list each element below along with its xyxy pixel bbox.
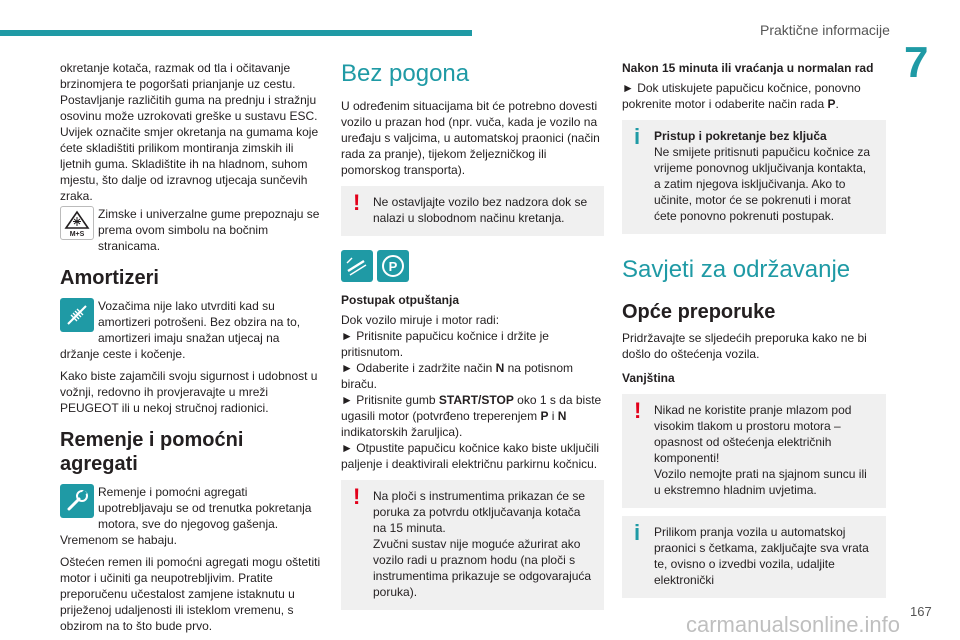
step-3: ► Pritisnite gumb START/STOP oko 1 s da biste ugasili motor (potvrđeno treperenjem P i N indikatorskih žaruljica). [341, 393, 602, 439]
shock-absorber-icon [60, 298, 94, 332]
info-1-text: Ne smijete pritisnuti papučicu kočnice za vrijeme ponovnog uključivanja kontakta, a zatim njegova isključivanja. Ako to učinite, motor će se pokrenuti i morat ćete ponovno pokrenuti postupak. [654, 145, 871, 223]
watermark: carmanualsonline.info [686, 612, 901, 637]
warning-3-text-b: Vozilo nemojte prati na sjajnom suncu ili u ekstremno hladnim uvjetima. [654, 467, 867, 497]
chapter-number: 7 [904, 38, 929, 87]
heading-postupak: Postupak otpuštanja [341, 293, 460, 307]
nakon-text: ► Dok utiskujete papučicu kočnice, ponovno pokrenite motor i odaberite način rada P. [622, 81, 861, 111]
p-label: P [388, 259, 398, 274]
tires-symbol-block [60, 206, 322, 254]
warning-note-1 [341, 186, 604, 236]
heading-nakon: Nakon 15 minuta ili vraćanja u normalan rad [622, 61, 874, 75]
warning-2-text: Na ploči s instrumentima prikazan će se poruka za potvrdu otključavanja kotača na 15 minuta. [373, 489, 586, 535]
snowflake-mountain-icon [60, 206, 94, 240]
column-2 [341, 60, 604, 618]
amortizeri-text-2: Kako biste zajamčili svoju sigurnost i udobnost u vožnji, redovno ih provjeravajte u mreži PEUGEOT ili u nekoj stručnoj radionici. [60, 369, 318, 415]
wrench-icon [60, 484, 94, 518]
heading-opce: Opće preporuke [622, 301, 776, 323]
heading-amortizeri: Amortizeri [60, 267, 159, 289]
warning-note-2 [341, 480, 604, 610]
bez-pogona-intro: U određenim situacijama bit će potrebno dovesti vozilo u prazan hod (npr. vuča, kada je vozilo na uređaju s valjcima, u automatskoj praonici (način rada za pranje), tijekom željezničkog ili pomorskog transporta). [341, 99, 600, 177]
tires-symbol-text: Zimske i univerzalne gume prepoznaju se prema ovom simbolu na bočnim stranicama. [98, 207, 320, 253]
step-2: ► Odaberite i zadržite način N na potisnom biraču. [341, 361, 574, 391]
parking-p-icon [377, 250, 409, 282]
remenje-block [60, 484, 322, 548]
warning-note-3 [622, 394, 886, 508]
remenje-text-2: Oštećen remen ili pomoćni agregati mogu oštetiti motor i učiniti ga neupotrebljivim. Pratite preporučenu učestalost zamjene istaknutu u priježenoj udaljenosti ili isteklom vremenu, s obzirom na to što bude prvo. [60, 555, 321, 633]
info-note-1 [622, 120, 886, 234]
column-3 [622, 60, 886, 606]
info-2-text: Prilikom pranja vozila u automatskoj praonici s četkama, zaključajte sva vrata te, ovisno o izvedbi vozila, udaljite elektronički [654, 525, 869, 587]
info-note-2 [622, 516, 886, 598]
info-icon: i [634, 124, 641, 149]
step-1: ► Pritisnite papučicu kočnice i držite je pritisnutom. [341, 329, 549, 359]
heading-vanjstina: Vanjština [622, 371, 675, 385]
opce-text: Pridržavajte se sljedećih preporuka kako ne bi došlo do oštećenja vozila. [622, 331, 867, 361]
warning-icon: ! [634, 398, 642, 423]
warning-3-text: Nikad ne koristite pranje mlazom pod visokim tlakom u prostoru motora – opasnost od oštećenja električnih komponenti! [654, 403, 852, 465]
amortizeri-block [60, 298, 322, 362]
warning-icon: ! [353, 190, 361, 215]
page-number: 167 [910, 604, 932, 619]
step-intro: Dok vozilo miruje i motor radi: [341, 313, 500, 327]
heading-bez-pogona: Bez pogona [341, 60, 470, 87]
heading-savjeti: Savjeti za održavanje [622, 256, 851, 283]
ms-label: M+S [69, 231, 85, 238]
warning-1-text: Ne ostavljajte vozilo bez nadzora dok se nalazi u slobodnom načinu kretanja. [373, 195, 588, 225]
remenje-text: Remenje i pomoćni agregati upotrebljavaju se od trenutka pokretanja motora, sve do njegovog gašenja. Vremenom se habaju. [60, 485, 312, 547]
tires-intro: okretanje kotača, razmak od tla i očitavanje brzinomjera te pogoršati prianjanje uz cestu. Postavljanje različitih guma na prednju i stražnju osovinu može uzrokovati greške u sustavu ESC. Uvijek označite smjer okretanja na gumama koje ćete skladištiti prilikom montiranja zimskih ili ljetnih guma. Skladištite ih na hladnom, suhom mjestu, što dalje od izravnog utjecaja sunčevih zraka. [60, 61, 319, 203]
step-4: ► Otpustite papučicu kočnice kako biste uključili paljenje i deaktivirali električnu parkirnu kočnicu. [341, 441, 599, 471]
section-title: Praktične informacije [760, 22, 890, 38]
icons-row [341, 250, 604, 282]
heading-remenje: Remenje i pomoćni agregati [60, 429, 244, 475]
warning-icon: ! [353, 484, 361, 509]
car-wash-icon [341, 250, 373, 282]
info-icon: i [634, 520, 641, 545]
info-1-title: Pristup i pokretanje bez ključa [654, 129, 827, 143]
warning-2-text-b: Zvučni sustav nije moguće ažurirat ako vozilo radi u praznom hodu (na ploči s instrumentima prikazuje se odgovarajuća poruka). [373, 537, 592, 599]
column-1 [60, 60, 322, 634]
amortizeri-text: Vozačima nije lako utvrditi kad su amortizeri potrošeni. Bez obzira na to, amortizeri imaju snažan utjecaj na držanje ceste i kočenje. [60, 299, 301, 361]
header-accent-bar [0, 30, 472, 36]
